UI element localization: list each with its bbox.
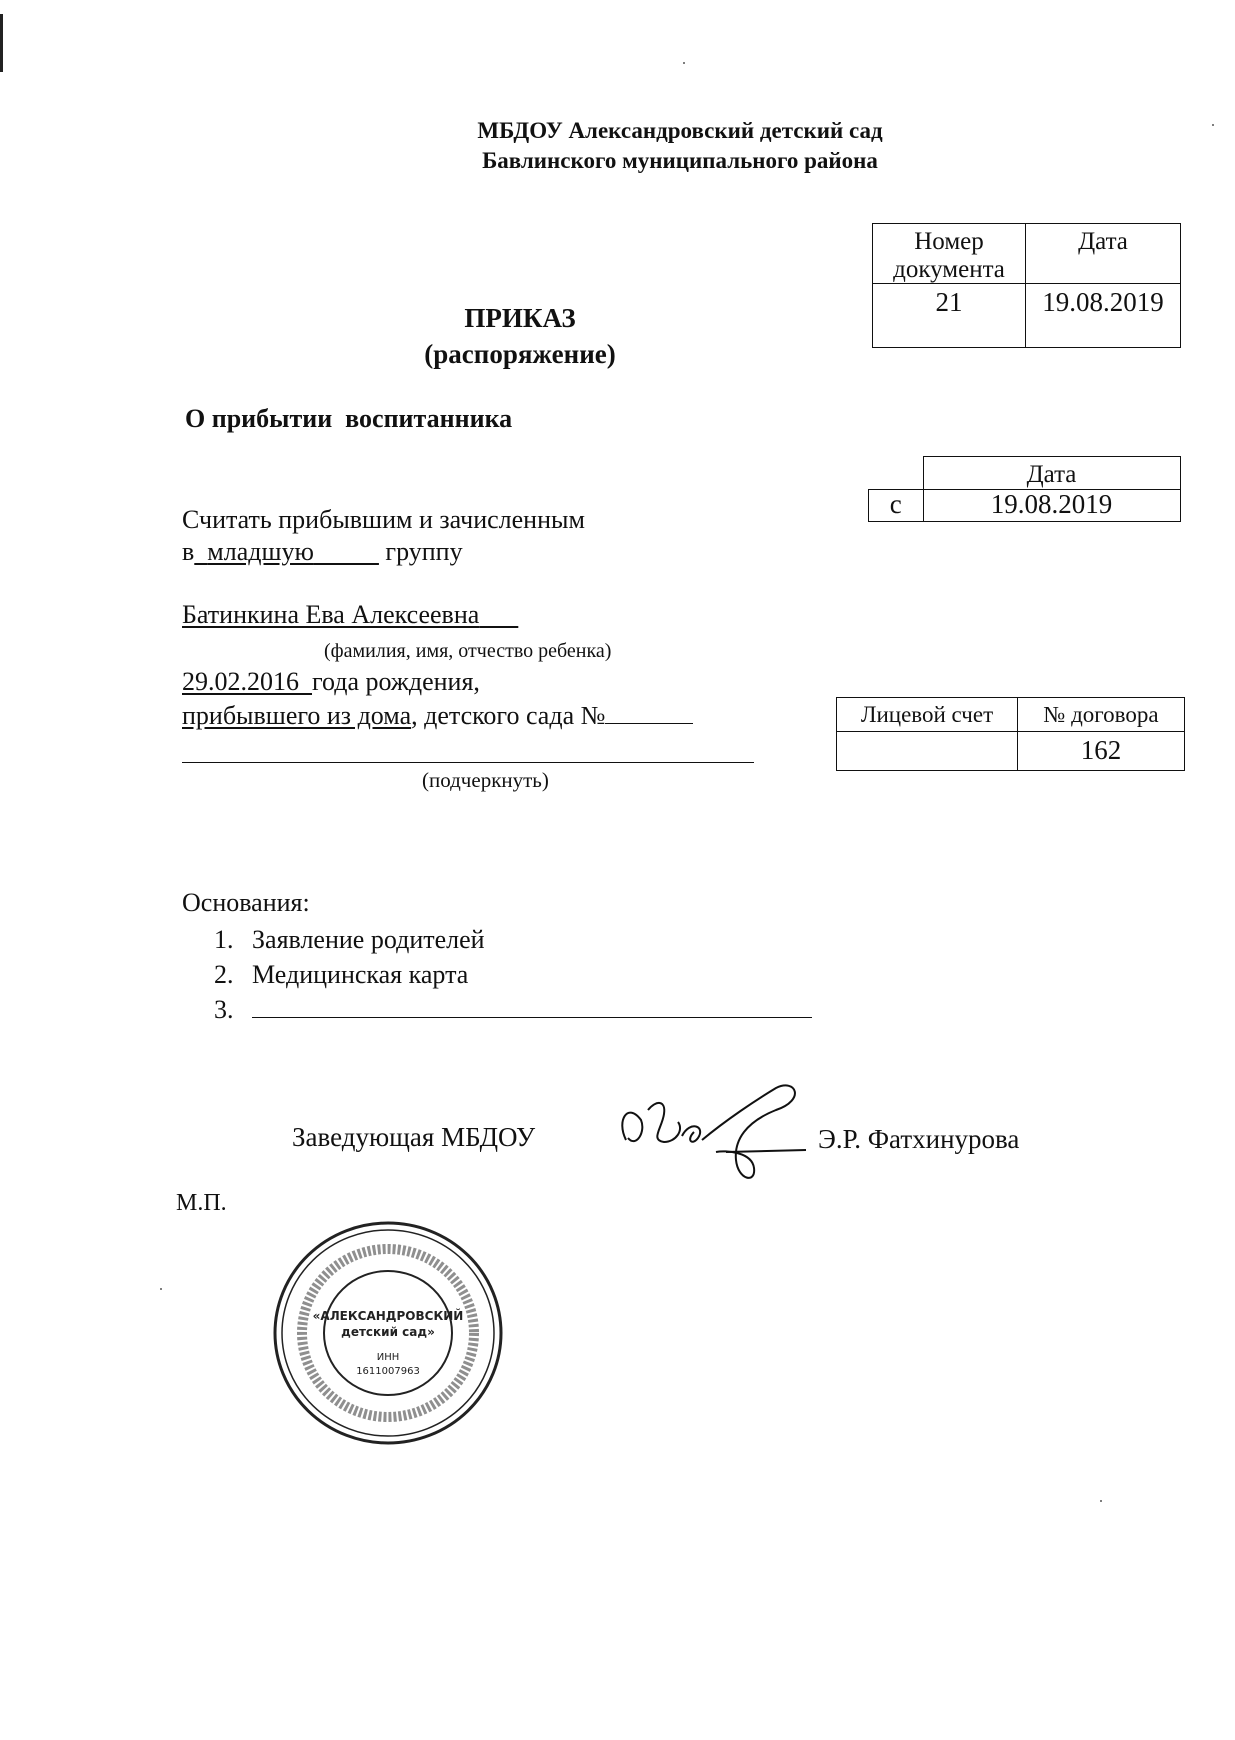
since-prefix: с: [869, 489, 924, 521]
title-sub: (распоряжение): [424, 339, 616, 369]
doc-date-value: 19.08.2019: [1026, 284, 1181, 348]
birth-suffix: года рождения,: [312, 667, 480, 696]
grounds-blank-line: [252, 1016, 812, 1018]
official-seal: [270, 1218, 506, 1448]
arrival-blank-line: [182, 762, 754, 763]
seal-center-text: «АЛЕКСАНДРОВСКИЙ: [312, 1309, 464, 1323]
seal-inn-label: ИНН: [376, 1352, 400, 1363]
group-suffix: группу: [385, 537, 463, 566]
scan-speck: [683, 62, 685, 64]
group-line: [182, 537, 463, 567]
contract-value: 162: [1018, 732, 1185, 771]
account-header: Лицевой счет: [837, 698, 1018, 732]
group-prefix: в: [182, 537, 195, 566]
birth-date: 29.02.2016: [182, 667, 299, 696]
arrival-from-home: прибывшего из дома: [182, 701, 412, 730]
grounds-heading: Основания:: [182, 888, 310, 917]
account-table: [836, 697, 1185, 771]
org-district: Бавлинского муниципального района: [482, 148, 878, 173]
seal-center-text-2: детский сад»: [341, 1325, 435, 1339]
child-name-line: [182, 600, 518, 630]
scan-speck: [160, 1288, 162, 1290]
since-date-header: Дата: [923, 457, 1180, 490]
scan-speck: [1100, 1500, 1102, 1502]
stamp-place-label: М.П.: [176, 1190, 227, 1216]
since-date-table: [868, 456, 1181, 522]
document-number-table: [872, 223, 1181, 348]
doc-date-header: Дата: [1026, 224, 1181, 284]
grounds-item: 3.: [214, 992, 812, 1027]
org-name: МБДОУ Александровский детский сад: [477, 118, 883, 143]
grounds-item: 2. Медицинская карта: [214, 960, 469, 989]
seal-inn: 1611007963: [356, 1366, 420, 1377]
signer-name: Э.Р. Фатхинурова: [818, 1124, 1020, 1154]
account-value: [837, 732, 1018, 771]
underline-caption: (подчеркнуть): [422, 768, 549, 792]
group-value: младшую: [207, 537, 314, 566]
child-name-caption: (фамилия, имя, отчество ребенка): [324, 640, 612, 662]
signer-position: Заведующая МБДОУ: [292, 1122, 536, 1152]
grounds-item: 1. Заявление родителей: [214, 925, 485, 954]
birth-line: [182, 667, 480, 697]
child-name: Батинкина Ева Алексеевна: [182, 600, 480, 629]
scan-edge-mark: [0, 14, 3, 72]
scan-speck: [1212, 124, 1214, 126]
enrollment-line: Считать прибывшим и зачисленным: [182, 505, 585, 534]
arrival-kindergarten: , детского сада №: [411, 701, 606, 730]
org-header: [380, 116, 980, 176]
doc-number-value: 21: [873, 284, 1026, 348]
document-subject: О прибытии воспитанника: [185, 404, 513, 433]
contract-header: № договора: [1018, 698, 1185, 732]
since-date-value: 19.08.2019: [923, 489, 1180, 521]
handwritten-signature: [606, 1080, 816, 1190]
doc-number-header: Номер документа: [873, 224, 1026, 284]
title-main: ПРИКАЗ: [464, 303, 576, 333]
arrival-line: [182, 701, 693, 731]
document-title: [380, 300, 660, 372]
kindergarten-number-blank: [605, 722, 693, 724]
grounds-list: [214, 922, 812, 1027]
